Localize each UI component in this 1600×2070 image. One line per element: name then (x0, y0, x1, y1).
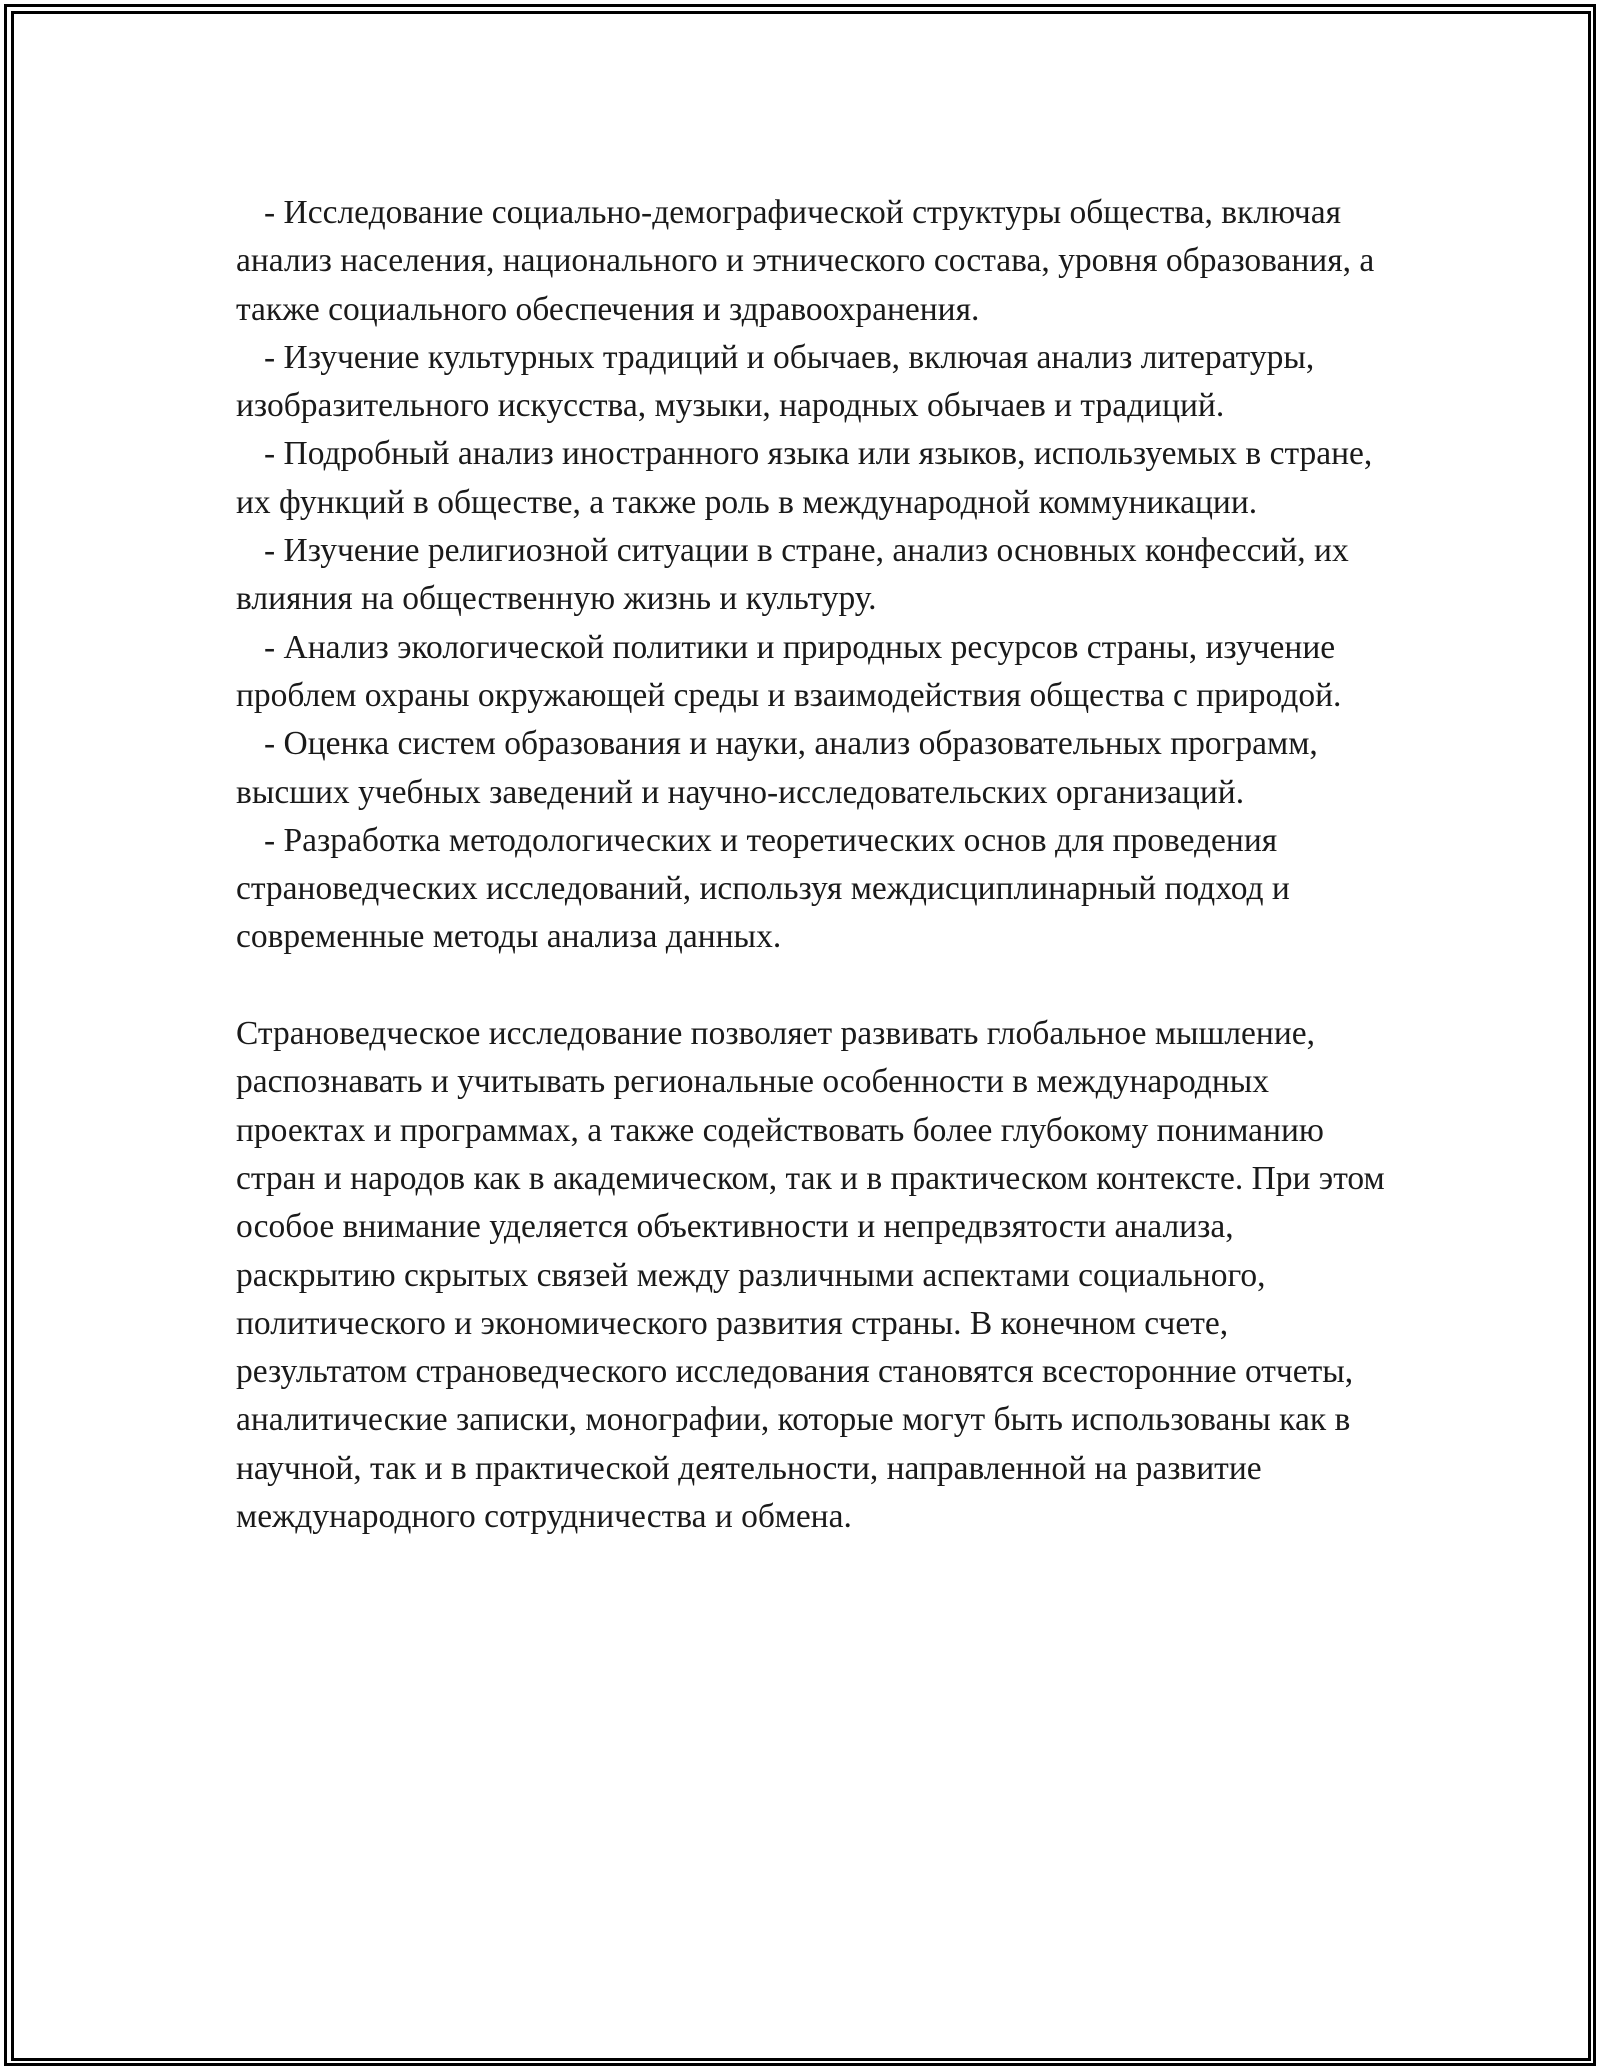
research-directions-list (236, 189, 1396, 962)
list-item: - Анализ экологической политики и природных ресурсов страны, изучение проблем охраны окружающей среды и взаимодействия общества с природой. (236, 628, 1342, 714)
list-item: - Изучение религиозной ситуации в стране, анализ основных конфессий, их влияния на общественную жизнь и культуру. (236, 532, 1349, 618)
list-item: - Разработка методологических и теоретических основ для проведения страноведческих исследований, используя междисциплинарный подход и современные методы анализа данных. (236, 821, 1290, 956)
list-item: - Подробный анализ иностранного языка или языков, используемых в стране, их функций в обществе, а также роль в международной коммуникации. (236, 435, 1373, 521)
document-body (236, 189, 1396, 1541)
summary-paragraph: Страноведческое исследование позволяет развивать глобальное мышление, распознавать и учитывать региональные особенности в международных проектах и программах, а также содействовать более глубокому пониманию стран и народов как в академическом, так и в практическом контексте. При этом особое внимание уделяется объективности и непредвзятости анализа, раскрытию скрытых связей между различными аспектами социального, политического и экономического развития страны. В конечном счете, результатом страноведческого исследования становятся всесторонние отчеты, аналитические записки, монографии, которые могут быть использованы как в научной, так и в практической деятельности, направленной на развитие международного сотрудничества и обмена. (236, 1015, 1385, 1536)
list-item: - Исследование социально-демографической структуры общества, включая анализ населения, национального и этнического состава, уровня образования, а также социального обеспечения и здравоохранения. (236, 194, 1375, 328)
list-item: - Оценка систем образования и науки, анализ образовательных программ, высших учебных заведений и научно-исследовательских организаций. (236, 725, 1318, 811)
list-item: - Изучение культурных традиций и обычаев, включая анализ литературы, изобразительного искусства, музыки, народных обычаев и традиций. (236, 338, 1315, 425)
